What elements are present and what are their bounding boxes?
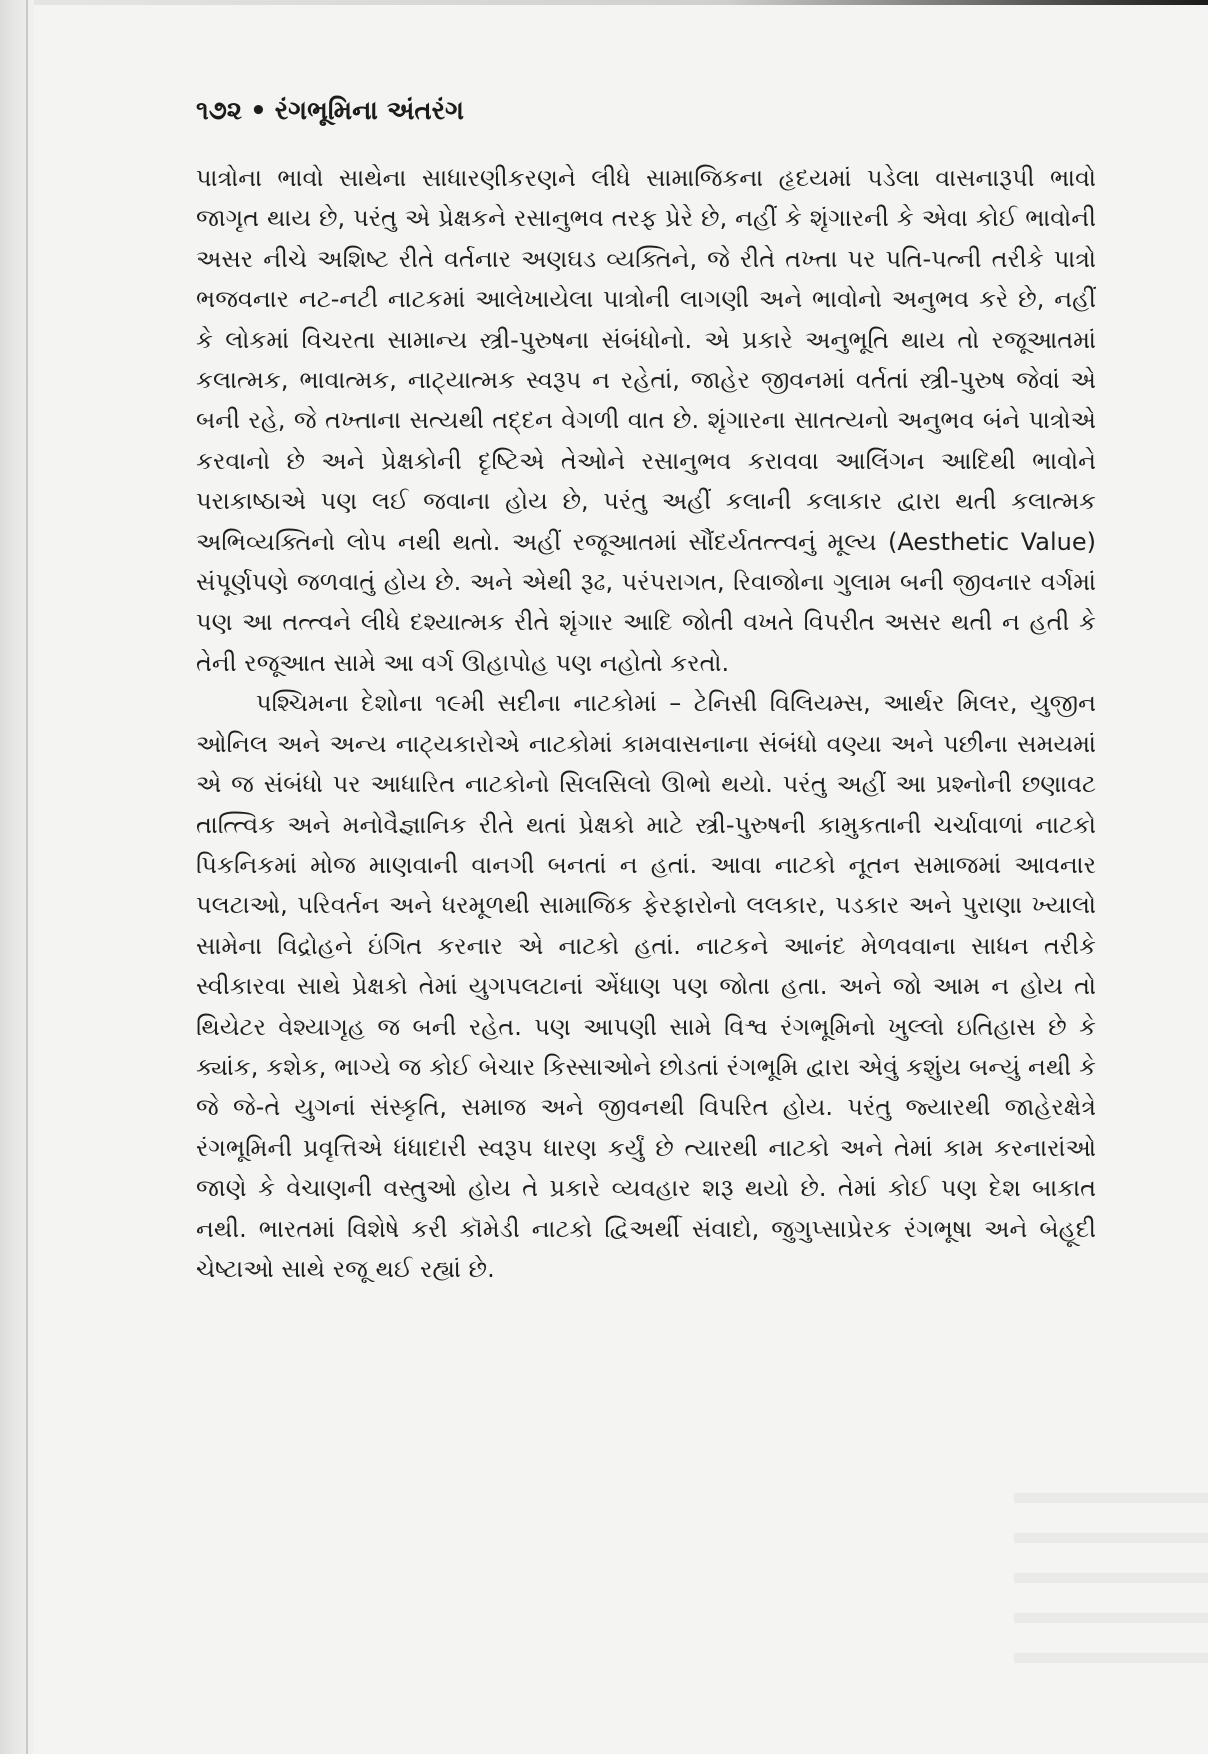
page-number: ૧૭૨: [196, 96, 243, 126]
page-binding-line: [26, 0, 28, 1754]
paragraph-2: પશ્ચિમના દેશોના ૧૯મી સદીના નાટકોમાં – ટેનિસી વિલિયમ્સ, આર્થર મિલર, યુજીન ઓનિલ અને અન્ય નાટ્યકારોએ નાટકોમાં કામવાસનાના સંબંધો વણ્યા અને પછીના સમયમાં એ જ સંબંધો પર આધારિત નાટકોનો સિલસિલો ઊભો થયો. પરંતુ અહીં આ પ્રશ્નોની છણાવટ તાત્ત્વિક અને મનોવૈજ્ઞાનિક રીતે થતાં પ્રેક્ષકો માટે સ્ત્રી-પુરુષની કામુકતાની ચર્ચાવાળાં નાટકો પિકનિકમાં મોજ માણવાની વાનગી બનતાં ન હતાં. આવા નાટકો નૂતન સમાજમાં આવનાર પલટાઓ, પરિવર્તન અને ધરમૂળથી સામાજિક ફેરફારોનો લલકાર, પડકાર અને પુરાણા ખ્યાલો સામેના વિદ્રોહને ઇંગિત કરનાર એ નાટકો હતાં. નાટકને આનંદ મેળવવાના સાધન તરીકે સ્વીકારવા સાથે પ્રેક્ષકો તેમાં યુગપલટાનાં એંધાણ પણ જોતા હતા. અને જો આમ ન હોય તો થિયેટર વેશ્યાગૃહ જ બની રહેત. પણ આપણી સામે વિશ્વ રંગભૂમિનો ખુલ્લો ઇતિહાસ છે કે ક્યાંક, કશેક, ભાગ્યે જ કોઈ બેચાર કિસ્સાઓને છોડતાં રંગભૂમિ દ્વારા એવું કશુંય બન્યું નથી કે જે જે-તે યુગનાં સંસ્કૃતિ, સમાજ અને જીવનથી વિપરિત હોય. પરંતુ જ્યારથી જાહેરક્ષેત્રે રંગભૂમિની પ્રવૃત્તિએ ધંધાદારી સ્વરૂપ ધારણ કર્યું છે ત્યારથી નાટકો અને તેમાં કામ કરનારાંઓ જાણે કે વેચાણની વસ્તુઓ હોય તે પ્રકારે વ્યવહાર શરૂ થયો છે. તેમાં કોઈ પણ દેશ બાકાત નથી. ભારતમાં વિશેષે કરી કૉમેડી નાટકો દ્વિઅર્થી સંવાદો, જુગુપ્સાપ્રેરક રંગભૂષા અને બેહૂદી ચેષ્ટાઓ સાથે રજૂ થઈ રહ્યાં છે.: [196, 689, 1096, 1283]
body-text: [196, 158, 1096, 1289]
show-through-text: [1014, 1493, 1208, 1673]
paragraph-1: પાત્રોના ભાવો સાથેના સાધારણીકરણને લીધે સામાજિકના હૃદયમાં પડેલા વાસનારૂપી ભાવો જાગૃત થાય છે, પરંતુ એ પ્રેક્ષકને રસાનુભવ તરફ પ્રેરે છે, નહીં કે શૃંગારની કે એવા કોઈ ભાવોની અસર નીચે અશિષ્ટ રીતે વર્તનાર અણઘડ વ્યક્તિને, જે રીતે તખ્તા પર પતિ-પત્ની તરીકે પાત્રો ભજવનાર નટ-નટી નાટકમાં આલેખાયેલા પાત્રોની લાગણી અને ભાવોનો અનુભવ કરે છે, નહીં કે લોકમાં વિચરતા સામાન્ય સ્ત્રી-પુરુષના સંબંધોનો. એ પ્રકારે અનુભૂતિ થાય તો રજૂઆતમાં કલાત્મક, ભાવાત્મક, નાટ્યાત્મક સ્વરૂપ ન રહેતાં, જાહેર જીવનમાં વર્તતાં સ્ત્રી-પુરુષ જેવાં એ બની રહે, જે તખ્તાના સત્યથી તદ્દન વેગળી વાત છે. શૃંગારના સાતત્યનો અનુભવ બંને પાત્રોએ કરવાનો છે અને પ્રેક્ષકોની દૃષ્ટિએ તેઓને રસાનુભવ કરાવવા આલિંગન આદિથી ભાવોને પરાકાષ્ઠાએ પણ લઈ જવાના હોય છે, પરંતુ અહીં કલાની કલાકાર દ્વારા થતી કલાત્મક અભિવ્યક્તિનો લોપ નથી થતો. અહીં રજૂઆતમાં સૌંદર્યતત્ત્વનું મૂલ્ય (Aesthetic Value) સંપૂર્ણપણે જળવાતું હોય છે. અને એથી રૂઢ, પરંપરાગત, રિવાજોના ગુલામ બની જીવનાર વર્ગમાં પણ આ તત્ત્વને લીધે દશ્યાત્મક રીતે શૃંગાર આદિ જોતી વખતે વિપરીત અસર થતી ન હતી કે તેની રજૂઆત સામે આ વર્ગ ઊહાપોહ પણ નહોતો કરતો.: [196, 164, 1096, 677]
running-header: [196, 96, 464, 127]
book-title: રંગભૂમિના અંતરંગ: [274, 96, 465, 126]
header-separator: •: [250, 96, 267, 126]
page-binding-edge: [0, 0, 34, 1754]
